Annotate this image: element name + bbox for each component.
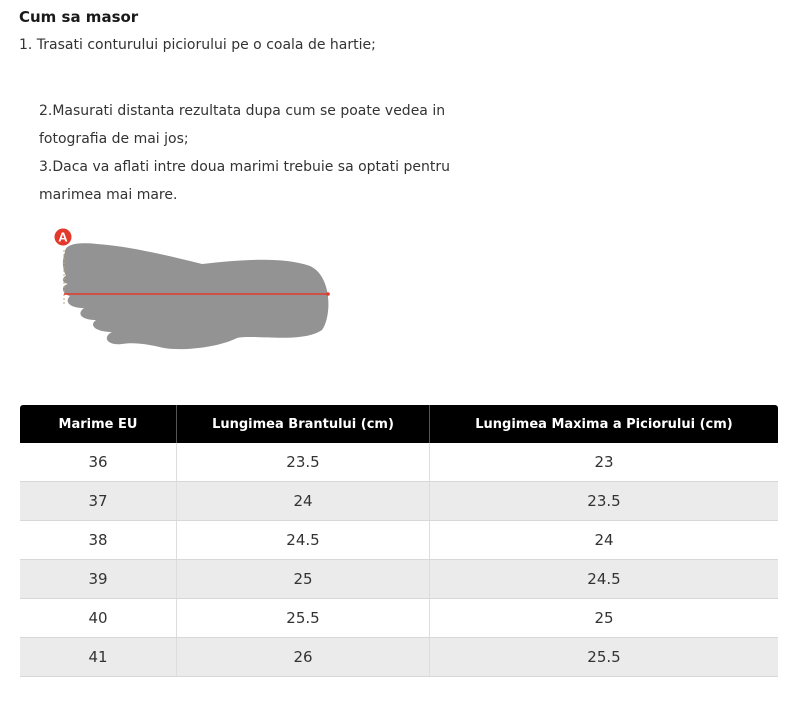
instruction-step-1: 1. Trasati conturului piciorului pe o coala de hartie; <box>19 37 376 53</box>
cell-size-eu: 40 <box>20 599 177 638</box>
instruction-step-3-line-1: 3.Daca va aflati intre doua marimi trebuie sa optati pentru <box>39 159 450 175</box>
foot-measurement-illustration <box>52 226 334 354</box>
cell-size-eu: 38 <box>20 521 177 560</box>
column-header-insole-length: Lungimea Brantului (cm) <box>177 405 430 443</box>
table-row <box>20 482 778 521</box>
cell-size-eu: 36 <box>20 443 177 482</box>
cell-max-foot-length: 23 <box>430 443 779 482</box>
column-header-size-eu: Marime EU <box>20 405 177 443</box>
cell-insole-length: 24.5 <box>177 521 430 560</box>
instruction-steps <box>39 97 499 209</box>
cell-max-foot-length: 25.5 <box>430 638 779 677</box>
marker-a-label: A <box>58 229 68 245</box>
cell-size-eu: 41 <box>20 638 177 677</box>
cell-max-foot-length: 25 <box>430 599 779 638</box>
cell-max-foot-length: 24.5 <box>430 560 779 599</box>
cell-size-eu: 37 <box>20 482 177 521</box>
cell-max-foot-length: 24 <box>430 521 779 560</box>
table-row <box>20 638 778 677</box>
cell-insole-length: 25 <box>177 560 430 599</box>
page-title: Cum sa masor <box>19 8 139 26</box>
cell-insole-length: 23.5 <box>177 443 430 482</box>
table-row <box>20 599 778 638</box>
instruction-step-2-line-2: fotografia de mai jos; <box>39 131 189 147</box>
table-row <box>20 443 778 482</box>
table-row <box>20 560 778 599</box>
cell-insole-length: 24 <box>177 482 430 521</box>
instruction-step-2-line-1: 2.Masurati distanta rezultata dupa cum se poate vedea in <box>39 103 446 119</box>
column-header-max-foot-length: Lungimea Maxima a Piciorului (cm) <box>430 405 779 443</box>
cell-size-eu: 39 <box>20 560 177 599</box>
cell-insole-length: 26 <box>177 638 430 677</box>
instruction-step-3-line-2: marimea mai mare. <box>39 187 178 203</box>
size-chart-table <box>20 405 778 677</box>
length-line-end-dot <box>326 292 330 296</box>
cell-max-foot-length: 23.5 <box>430 482 779 521</box>
foot-silhouette <box>63 243 329 349</box>
cell-insole-length: 25.5 <box>177 599 430 638</box>
table-header-row <box>20 405 778 443</box>
table-row <box>20 521 778 560</box>
